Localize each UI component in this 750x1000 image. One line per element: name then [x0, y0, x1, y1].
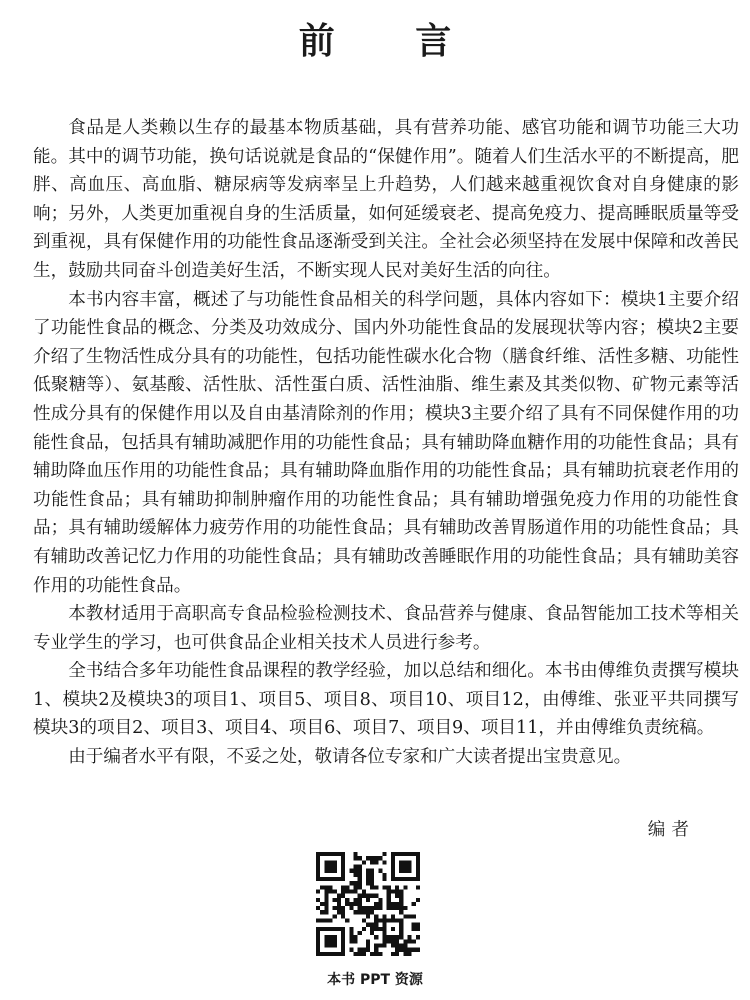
paragraph: 本书内容丰富，概述了与功能性食品相关的科学问题，具体内容如下：模块1主要介绍了功能性食品的概念、分类及功效成分、国内外功能性食品的发展现状等内容；模块2主要介绍了生物活性成分具有的功能性，包括功能性碳水化合物（膳食纤维、活性多糖、功能性低聚糖等）、氨基酸、活性肽、活性蛋白质、活性油脂、维生素及其类似物、矿物元素等活性成分具有的保健作用以及自由基清除剂的作用；模块3主要介绍了具有不同保健作用的功能性食品，包括具有辅助减肥作用的功能性食品；具有辅助降血糖作用的功能性食品；具有辅助降血压作用的功能性食品；具有辅助降血脂作用的功能性食品；具有辅助抗衰老作用的功能性食品；具有辅助抑制肿瘤作用的功能性食品；具有辅助增强免疫力作用的功能性食品；具有辅助缓解体力疲劳作用的功能性食品；具有辅助改善胃肠道作用的功能性食品；具有辅助改善记忆力作用的功能性食品；具有辅助改善睡眠作用的功能性食品；具有辅助美容作用的功能性食品。 — [33, 289, 739, 596]
author-signature: 编者 — [647, 820, 695, 840]
qr-caption: 本书 PPT 资源 — [327, 972, 423, 988]
qr-code[interactable] — [316, 852, 420, 956]
paragraph: 全书结合多年功能性食品课程的教学经验，加以总结和细化。本书由傅维负责撰写模块1、模块2及模块3的项目1、项目5、项目8、项目10、项目12，由傅维、张亚平共同撰写模块3的项目2、项目3、项目4、项目6、项目7、项目9、项目11，并由傅维负责统稿。 — [33, 661, 739, 739]
paragraph: 本教材适用于高职高专食品检验检测技术、食品营养与健康、食品智能加工技术等相关专业学生的学习，也可供食品企业相关技术人员进行参考。 — [33, 604, 739, 653]
preface-body — [33, 114, 739, 772]
page-title: 前 言 — [298, 21, 486, 62]
paragraph: 食品是人类赖以生存的最基本物质基础，具有营养功能、感官功能和调节功能三大功能。其中的调节功能，换句话说就是食品的“保健作用”。随着人们生活水平的不断提高，肥胖、高血压、高血脂、糖尿病等发病率呈上升趋势，人们越来越重视饮食对自身健康的影响；另外，人类更加重视自身的生活质量，如何延缓衰老、提高免疫力、提高睡眠质量等受到重视，具有保健作用的功能性食品逐渐受到关注。全社会必须坚持在发展中保障和改善民生，鼓励共同奋斗创造美好生活，不断实现人民对美好生活的向往。 — [33, 118, 739, 281]
paragraph: 由于编者水平有限，不妥之处，敬请各位专家和广大读者提出宝贵意见。 — [68, 747, 632, 768]
